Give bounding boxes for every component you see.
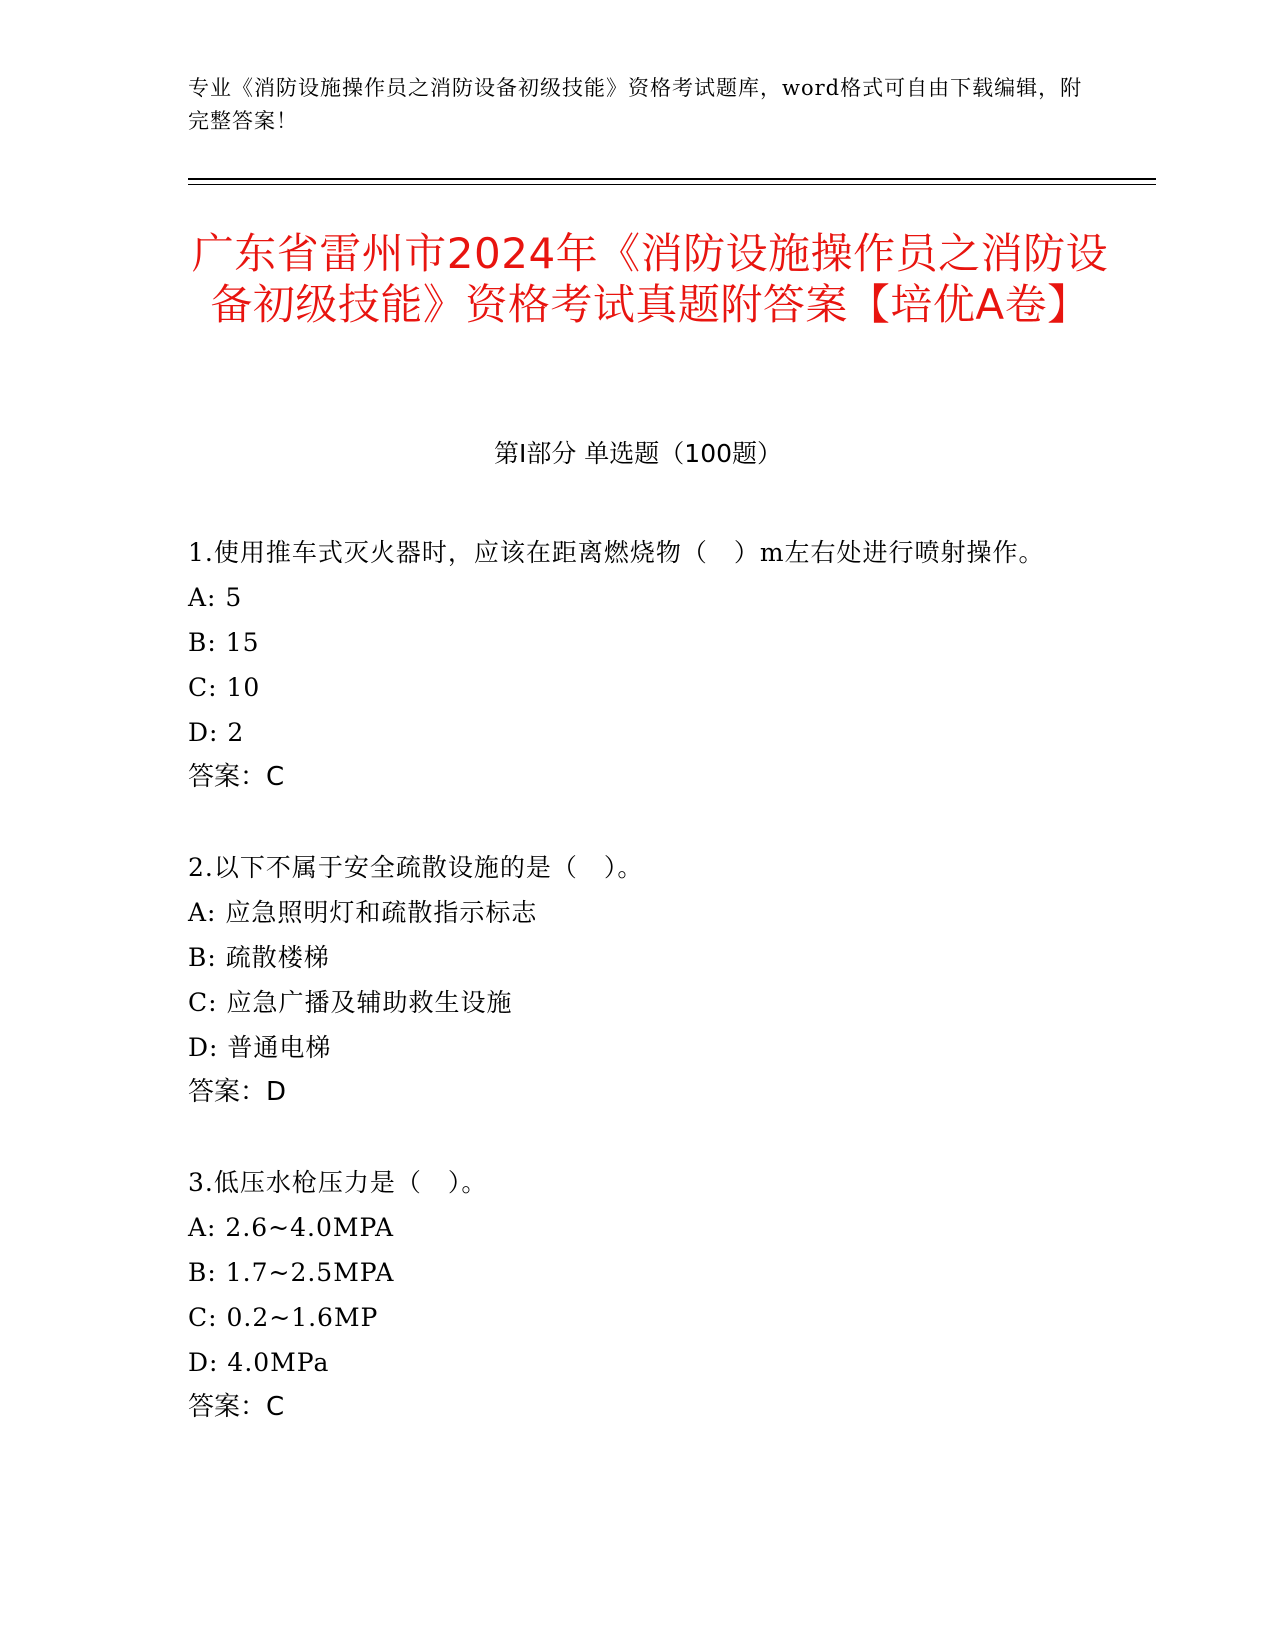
header-rule-thin (188, 184, 1156, 185)
question-2 (188, 845, 1088, 1115)
answer: 答案：C (188, 1392, 285, 1422)
option-b: B: 15 (188, 628, 260, 657)
question-stem: 3.低压水枪压力是（ ）。 (188, 1168, 488, 1197)
answer: 答案：D (188, 1077, 287, 1107)
option-d: D: 普通电梯 (188, 1033, 332, 1062)
option-d: D: 4.0MPa (188, 1348, 330, 1377)
option-c: C: 0.2~1.6MP (188, 1303, 379, 1332)
option-b: B: 1.7~2.5MPA (188, 1258, 395, 1287)
header-rule-thick (188, 178, 1156, 180)
section-title: 第I部分 单选题（100题） (493, 439, 783, 468)
question-1 (188, 530, 1088, 800)
answer: 答案：C (188, 762, 285, 792)
option-a: A: 5 (188, 583, 243, 612)
question-stem: 1.使用推车式灭火器时，应该在距离燃烧物（ ）m左右处进行喷射操作。 (188, 538, 1045, 567)
option-a: A: 2.6~4.0MPA (188, 1213, 395, 1242)
header-note: 专业《消防设施操作员之消防设备初级技能》资格考试题库，word格式可自由下载编辑，附完整答案！ (188, 76, 1083, 133)
option-a: A: 应急照明灯和疏散指示标志 (188, 898, 538, 927)
option-d: D: 2 (188, 718, 245, 747)
option-c: C: 应急广播及辅助救生设施 (188, 988, 513, 1017)
question-3 (188, 1160, 1088, 1430)
option-b: B: 疏散楼梯 (188, 943, 330, 972)
question-list (188, 530, 1088, 1475)
question-stem: 2.以下不属于安全疏散设施的是（ ）。 (188, 853, 644, 882)
document-title: 广东省雷州市2024年《消防设施操作员之消防设备初级技能》资格考试真题附答案【培优A卷】 (191, 229, 1109, 329)
option-c: C: 10 (188, 673, 261, 702)
